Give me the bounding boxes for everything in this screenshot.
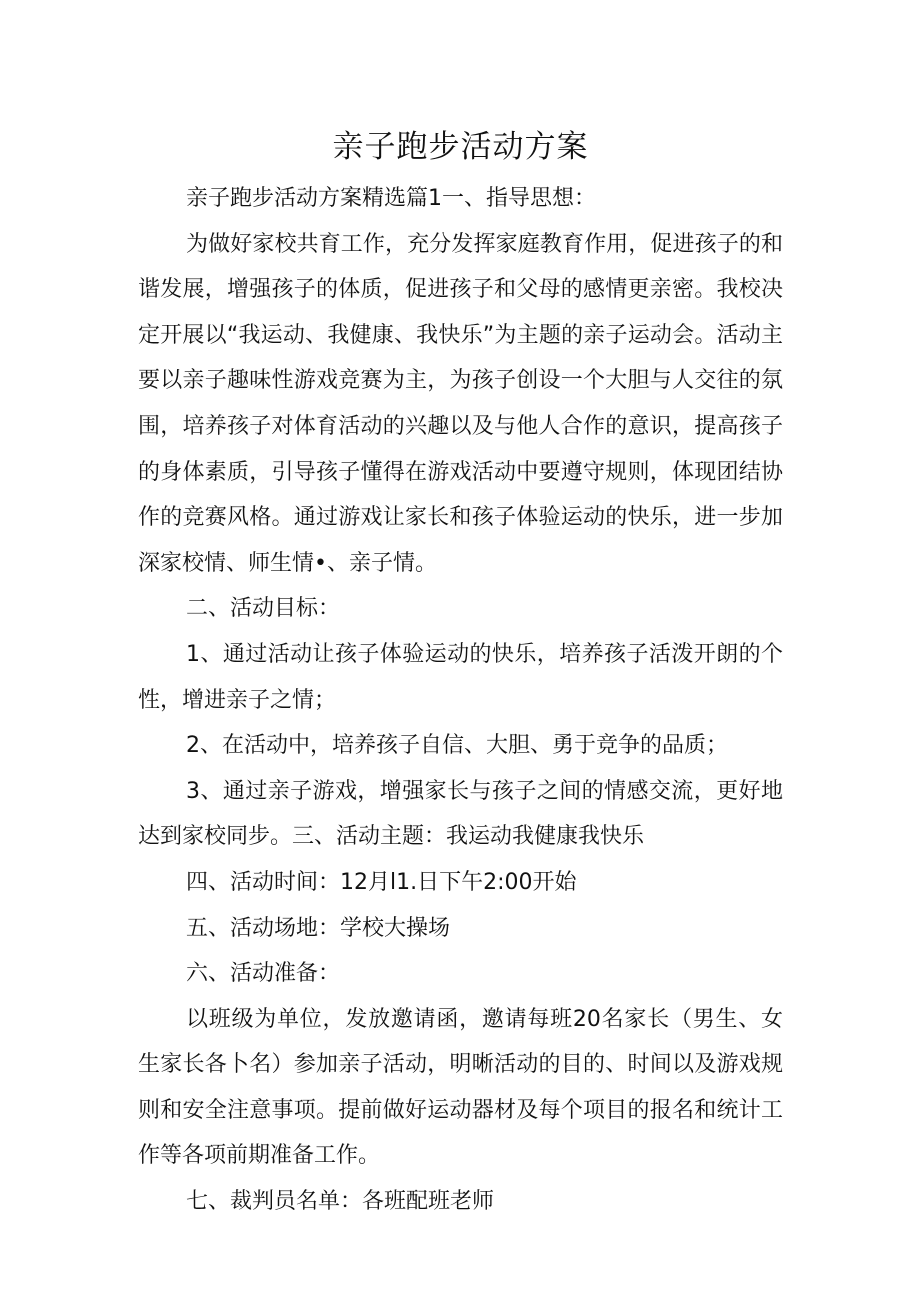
paragraph-goals-heading: 二、活动目标：	[186, 596, 341, 622]
paragraph-referees: 七、裁判员名单：各班配班老师	[186, 1189, 495, 1215]
paragraph-goal-3: 3、通过亲子游戏，增强家长与孩子之间的情感交流，更好地达到家校同步。三、活动主题：我运动我健康我快乐	[138, 778, 783, 850]
paragraph-guiding-thought: 为做好家校共育工作，充分发挥家庭教育作用，促进孩子的和谐发展，增强孩子的体质，促进孩子和父母的感情更亲密。我校决定开展以“我运动、我健康、我快乐”为主题的亲子运动会。活动主要以亲子趣味性游戏竞赛为主，为孩子创设一个大胆与人交往的氛围，培养孩子对体育活动的兴趣以及与他人合作的意识，提高孩子的身体素质，引导孩子懂得在游戏活动中要遵守规则，体现团结协作的竞赛风格。通过游戏让家长和孩子体验运动的快乐，进一步加深家校情、师生情•、亲子情。	[138, 231, 783, 576]
paragraph-intro-heading: 亲子跑步活动方案精选篇1一、指导思想：	[186, 186, 596, 211]
paragraph-goal-2: 2、在活动中，培养孩子自信、大胆、勇于竞争的品质；	[186, 733, 728, 759]
paragraph-goal-1: 1、通过活动让孩子体验运动的快乐，培养孩子活泼开朗的个性，增进亲子之情；	[138, 641, 783, 713]
paragraph-preparation-heading: 六、活动准备：	[186, 961, 341, 987]
paragraph-time: 四、活动时间：12月l1.日下午2:00开始	[186, 869, 577, 895]
document-title: 亲子跑步活动方案	[332, 129, 589, 165]
paragraph-venue: 五、活动场地：学校大操场	[186, 915, 451, 941]
document-page	[138, 118, 783, 1225]
paragraph-preparation: 以班级为单位，发放邀请函，邀请每班20名家长（男生、女生家长各卜名）参加亲子活动，明晰活动的目的、时间以及游戏规则和安全注意事项。提前做好运动器材及每个项目的报名和统计工作等各项前期准备工作。	[138, 1006, 783, 1169]
